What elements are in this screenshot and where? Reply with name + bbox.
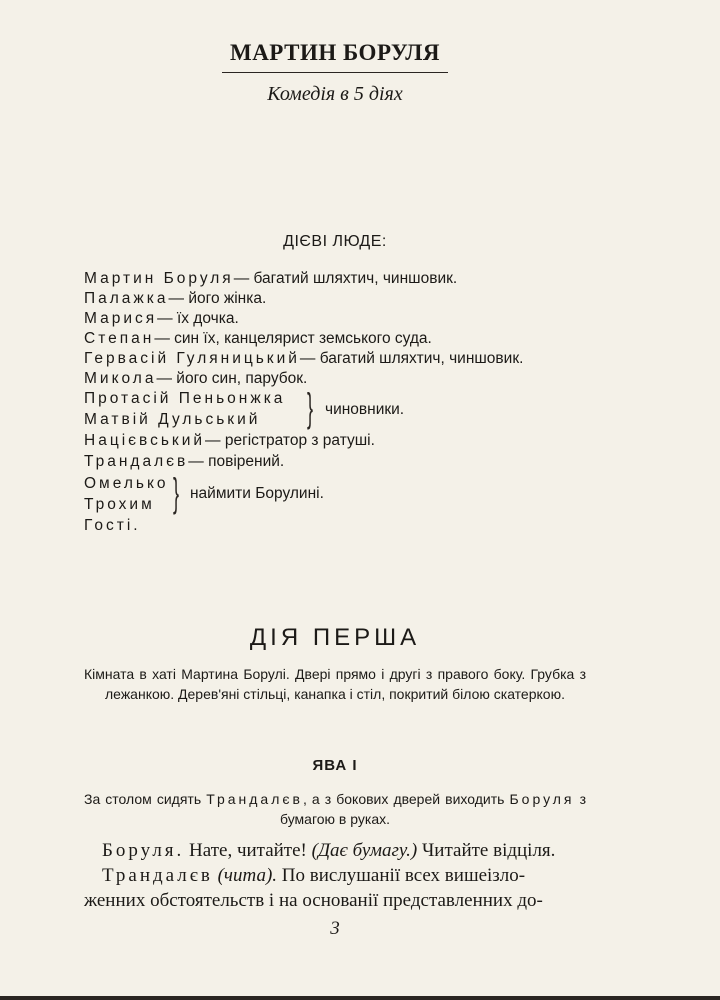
cast-item <box>84 270 457 288</box>
stage-remark: (Дає бумагу.) <box>311 840 418 861</box>
cast-item <box>84 432 375 450</box>
cast-item <box>84 517 141 535</box>
stage-remark: (чита). <box>217 865 278 886</box>
page-bottom-edge <box>0 996 720 1000</box>
cast-item <box>84 330 432 348</box>
cast-name: Степан <box>84 330 155 347</box>
cast-desc: — багатий шляхтич, чиншовик. <box>233 270 458 287</box>
cast-item <box>84 411 260 429</box>
cast-name: Гервасій Гуляницький <box>84 350 300 367</box>
cast-desc: — їх дочка. <box>157 310 239 327</box>
brace-icon: } <box>173 471 180 515</box>
page-title: МАРТИН БОРУЛЯ <box>222 40 448 73</box>
cast-name: Трохим <box>84 496 155 513</box>
cast-item <box>84 290 266 308</box>
cast-name: Палажка <box>84 290 169 307</box>
cast-name: Мартин Боруля <box>84 270 234 287</box>
cast-item <box>84 310 239 328</box>
cast-name: Трандалєв <box>84 453 189 470</box>
cast-desc: — багатий шляхтич, чиншовик. <box>299 350 524 367</box>
cast-item <box>84 496 155 514</box>
direction-character: Трандалєв <box>206 791 303 807</box>
speaker-name: Боруля. <box>102 840 185 861</box>
dialogue-line <box>84 863 586 888</box>
stage-setting: Кімната в хаті Мартина Борулі. Двері прямо і другі з правого боку. Грубка з лежанкою. Дерев'яні стільці, канапка і стіл, покритий білою скатеркою. <box>84 666 586 702</box>
cast-item <box>84 370 307 388</box>
cast-item <box>84 390 285 408</box>
speech-text: Нате, читайте! <box>184 840 312 861</box>
cast-name: Націєвський <box>84 432 206 449</box>
direction-character: Боруля <box>509 791 575 807</box>
brace-icon: } <box>307 386 314 430</box>
cast-desc: — його син, парубок. <box>156 370 308 387</box>
subtitle: Комедія в 5 діях <box>267 83 403 105</box>
dialogue-line <box>84 888 586 913</box>
speech-text: Читайте відціля. <box>417 840 556 861</box>
direction-text: з бумагою в руках. <box>279 791 586 827</box>
cast-item <box>84 350 523 368</box>
dialogue <box>84 838 586 913</box>
cast-guests: Гості. <box>84 517 141 534</box>
cast-item <box>84 453 284 471</box>
cast-name: Протасій Пеньонжка <box>84 390 286 407</box>
cast-item <box>84 475 169 493</box>
cast-desc: — син їх, канцелярист земського суда. <box>154 330 432 347</box>
stage-direction <box>84 789 586 829</box>
speaker-name: Трандалєв <box>102 865 213 886</box>
cast-name: Микола <box>84 370 157 387</box>
brace-desc: наймити Борулині. <box>190 485 324 502</box>
cast-name: Омелько <box>84 475 169 492</box>
dialogue-line <box>84 838 586 863</box>
cast-name: Матвій Дульський <box>84 411 261 428</box>
cast-desc: — повірений. <box>188 453 285 470</box>
brace-desc: чиновники. <box>325 401 405 418</box>
speech-text: По вислушанії всех вишеізло- <box>277 865 526 886</box>
page-number: 3 <box>330 918 340 939</box>
cast-name: Марися <box>84 310 158 327</box>
cast-desc: — регістратор з ратуші. <box>205 432 375 449</box>
cast-heading: ДІЄВІ ЛЮДЕ: <box>283 233 387 250</box>
direction-text: За столом сидять <box>84 791 207 807</box>
scene-heading: ЯВА І <box>312 757 358 774</box>
cast-desc: — його жінка. <box>168 290 267 307</box>
act-heading: ДІЯ ПЕРША <box>249 624 421 651</box>
direction-text: , а з бокових дверей виходить <box>302 791 510 807</box>
speech-text: женних обстоятельств і на основанії представленних до- <box>84 890 543 911</box>
